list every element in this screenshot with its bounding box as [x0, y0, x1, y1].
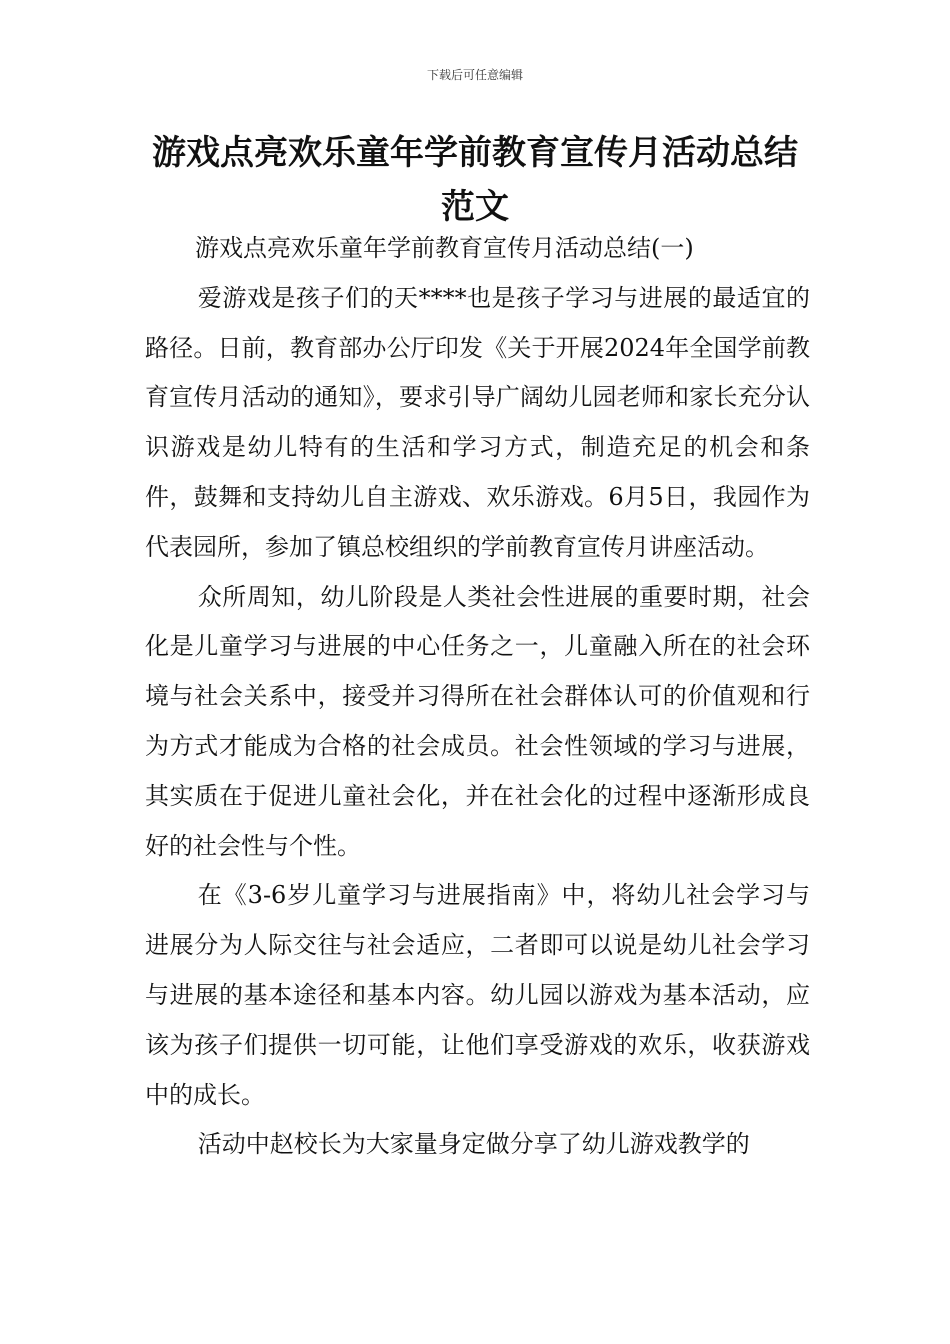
paragraph-3: 在《3-6岁儿童学习与进展指南》中，将幼儿社会学习与进展分为人际交往与社会适应，二者即可以说是幼儿社会学习与进展的基本途径和基本内容。幼儿园以游戏为基本活动，应该为孩子们提供一切可能，让他们享受游戏的欢乐，收获游戏中的成长。 [145, 881, 810, 1109]
paragraph-2: 众所周知，幼儿阶段是人类社会性进展的重要时期，社会化是儿童学习与进展的中心任务之一，儿童融入所在的社会环境与社会关系中，接受并习得所在社会群体认可的价值观和行为方式才能成为合格的社会成员。社会性领域的学习与进展，其实质在于促进儿童社会化，并在社会化的过程中逐渐形成良好的社会性与个性。 [145, 582, 810, 860]
paragraph-1: 爱游戏是孩子们的天****也是孩子学习与进展的最适宜的路径。日前，教育部办公厅印发《关于开展2024年全国学前教育宣传月活动的通知》，要求引导广阔幼儿园老师和家长充分认识游戏是幼儿特有的生活和学习方式，制造充足的机会和条件，鼓舞和支持幼儿自主游戏、欢乐游戏。6月5日，我园作为代表园所，参加了镇总校组织的学前教育宣传月讲座活动。 [145, 283, 810, 561]
document-subtitle: 游戏点亮欢乐童年学前教育宣传月活动总结(一) [195, 234, 694, 262]
document-title: 游戏点亮欢乐童年学前教育宣传月活动总结范文 [152, 133, 798, 227]
header-note: 下载后可任意编辑 [426, 68, 523, 82]
paragraph-4: 活动中赵校长为大家量身定做分享了幼儿游戏教学的 [197, 1130, 750, 1159]
document-body [145, 224, 810, 1170]
